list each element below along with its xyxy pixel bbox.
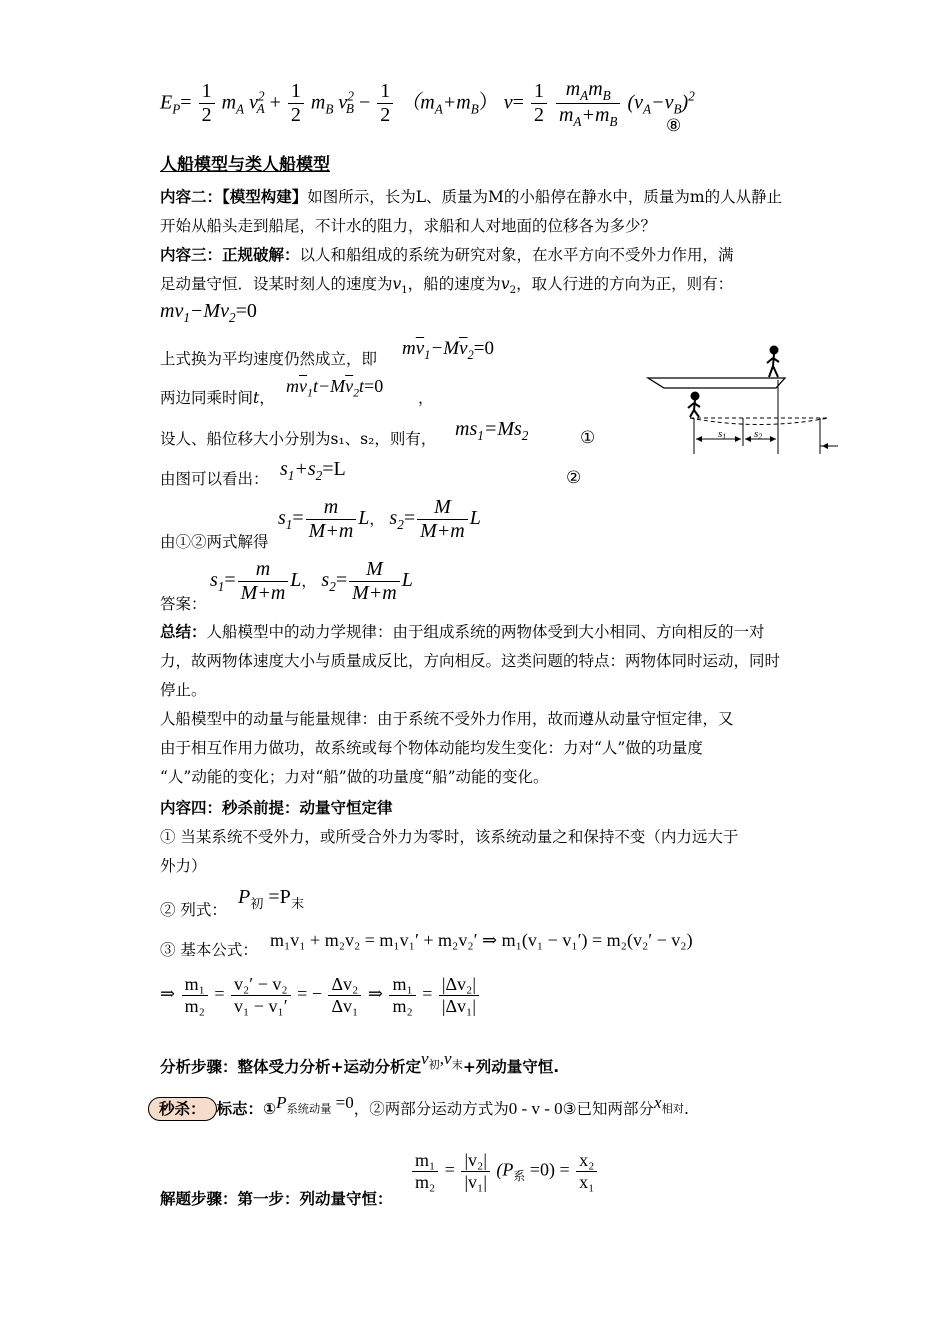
content2-text: 如图所示，长为L、质量为M的小船停在静水中，质量为m的人从静止开始从船头走到船尾，不计水的阻力，求船和人对地面的位移各为多少？ [160, 188, 783, 235]
boat-person-figure [640, 336, 840, 458]
content2-paragraph [160, 183, 792, 241]
marker-1: ① [580, 428, 596, 448]
content2-label: 内容二：【模型构建】 [160, 188, 308, 206]
content3-line1: 内容三：正规破解：以人和船组成的系统为研究对象，在水平方向不受外力作用，满 [160, 246, 734, 264]
basic-formula: m₁v₁ + m₂v₂ = m₁v₁′ + m₂v₂′ ⇒ m₁(v₁ − v₁′) = m₂(v₂′ − v₂) [270, 930, 693, 950]
displacement-text: 设人、船位移大小分别为s₁、s₂，则有， [160, 430, 437, 448]
boat-upper [648, 378, 785, 388]
boat-lower-dashed [690, 418, 828, 425]
person-lower-icon [688, 393, 700, 418]
figure-equation: $s_1+s_2=L$ [280, 458, 346, 483]
time-equation: $m\overline{v}_1t-M\overline{v}_2t=0$ [286, 376, 384, 400]
ratio-formula: ⇒ $\frac{\text{m₁}}{\text{m₂}}$ = $\frac{\text{v₂′ − v₂}}{\text{v₁ − v₁′}}$ = − $\frac{\text{Δv₂}}{\text{Δv₁}}$ ⇒ $\frac{\text{m₁}}{\text{m₂}}$ = $\frac{\text{|Δv₂|}}{\text{|Δv₁|}}$ [160, 974, 481, 1016]
answer-label: 答案： [160, 595, 207, 613]
summary-paragraph2-l1: 人船模型中的动量与能量规律：由于系统不受外力作用，故而遵从动量守恒定律，又 [160, 710, 734, 728]
content4-item3: ③ 基本公式： [160, 941, 258, 959]
summary-label: 总结： [160, 623, 207, 641]
analysis-steps: 分析步骤：整体受力分析+运动分析定$v_初,v_末+$列动量守恒. [160, 1049, 560, 1076]
content4-item1-l1: ① 当某系统不受外力，或所受合外力为零时，该系统动量之和保持不变（内力远大于 [160, 828, 739, 846]
summary-paragraph: 总结：人船模型中的动力学规律：由于组成系统的两物体受到大小相同、方向相反的一对力，故两物体速度大小与质量成反比，方向相反。这类问题的特点：两物体同时运动，同时停止。 [160, 623, 781, 699]
solution-steps-label: 解题步骤：第一步：列动量守恒： [160, 1190, 393, 1208]
figure-line-text: 由图可以看出： [160, 470, 269, 488]
equation-8-marker: ⑧ [666, 116, 682, 136]
content3-line2: 足动量守恒．设某时刻人的速度为$v_1$，船的速度为$v_2$，取人行进的方向为正，则有： [160, 275, 734, 297]
p-conservation: $P_初 =P_末$ [238, 886, 304, 911]
summary-paragraph2-l3: “人”动能的变化；力对“船”做的功量度“船”动能的变化。 [160, 768, 549, 786]
solution-formula: $\frac{\text{m₁}}{\text{m₂}}$ = $\frac{\text{|v₂|}}{\text{|v₁|}}$ $(P_系 =0)$ = $\frac{\text{x₂}}{\text{x₁}}$ [410, 1150, 599, 1192]
solve-equation: $s_1=$ $\frac{m}{M+m}$ L， $s_2=$ $\frac{M}{M+m}$ L [278, 496, 481, 542]
miaosha-line: 秒杀： 标志：$①P_{系统动量} =0$，②两部分运动方式为0 - v - 0③已知两部分$x_{相对}$. [148, 1094, 689, 1130]
label-s1: s1 [718, 428, 727, 441]
answer-equation: $s_1=$ $\frac{m}{M+m}$ L， $s_2=$ $\frac{M}{M+m}$ L [210, 558, 413, 604]
miaosha-stamp: 秒杀： [148, 1097, 217, 1121]
content4-item1-l2: 外力） [160, 857, 207, 875]
time-comma: ， [418, 389, 434, 407]
avg-velocity-equation: $m\overline{v}_1-M\overline{v}_2=0$ [402, 338, 495, 362]
displacement-equation: $ms_1=Ms_2$ [455, 418, 529, 443]
person-upper-icon [767, 347, 779, 378]
content4-label: 内容四：秒杀前提：动量守恒定律 [160, 799, 393, 817]
content4-item2: ② 列式： [160, 901, 227, 919]
content3-label: 内容三：正规破解： [160, 246, 300, 264]
summary-paragraph2-l2: 由于相互作用力做功，故系统或每个物体动能均发生变化：力对“人”做的功量度 [160, 739, 703, 757]
solve-text: 由①②两式解得 [160, 533, 269, 551]
avg-velocity-text: 上式换为平均速度仍然成立，即 [160, 350, 378, 368]
momentum-equation: $mv_1-Mv_2=0$ [160, 300, 257, 325]
equation-8: $E_P=$ $\frac{1}{2}$ $m_A$ $v^2_A$ + $\frac{1}{2}$ $m_B$ $v^2_B$ − $\frac{1}{2}$ $(m_A+m_B)$ v= $\frac{1}{2}$ $\frac{m_Am_B}{m_A+m_B}$ $(v_A-v_B)^2$ [160, 78, 695, 130]
label-s2: s2 [754, 428, 763, 441]
time-line: 两边同乘时间t， [160, 389, 275, 407]
section-title: 人船模型与类人船模型 [160, 155, 330, 175]
marker-2: ② [566, 468, 582, 488]
